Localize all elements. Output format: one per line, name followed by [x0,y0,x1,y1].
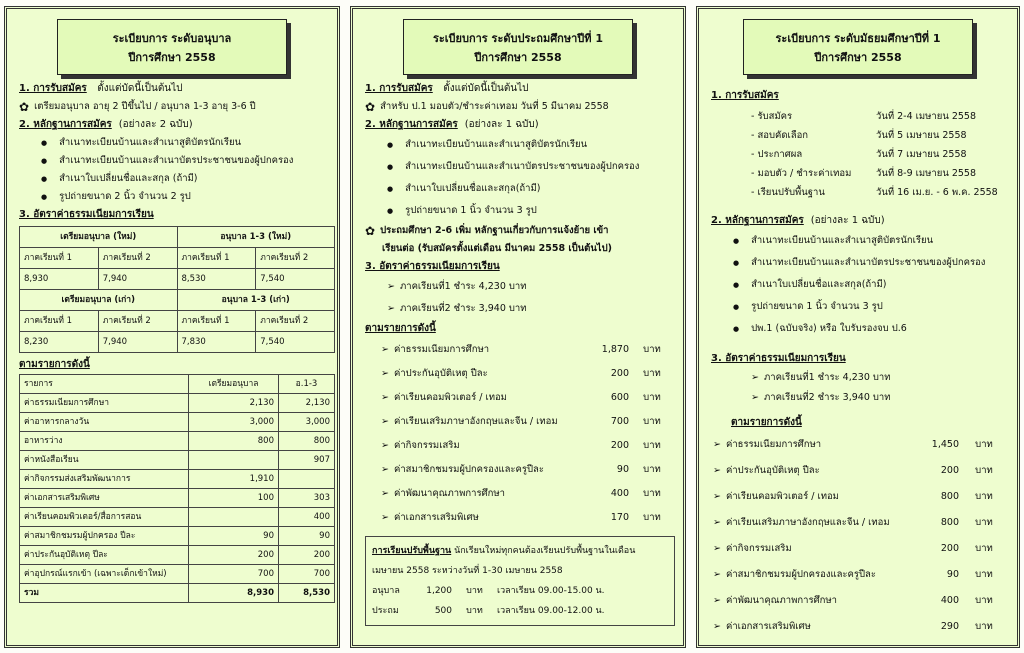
fee-value: 8,230 [20,332,99,353]
table-row: ค่าเอกสารเสริมพิเศษ 100 303 [20,489,335,508]
schedule-row: - ประกาศผล วันที่ 7 เมษายน 2558 [751,148,967,160]
list-heading: ตามรายการดังนี้ [731,417,802,428]
document-item: ● รูปถ่ายขนาด 1 นิ้ว จำนวน 3 รูป [387,200,675,222]
list-item: ➢ ค่าประกันอุบัติเหตุ ปีละ 200 บาท [713,458,1009,484]
list-item: ➢ ค่ากิจกรรมเสริม 200 บาท [713,536,1009,562]
list-item: ➢ ค่าธรรมเนียมการศึกษา 1,450 บาท [713,432,1009,458]
gear-icon: ✿ [19,100,30,114]
semester-label: ภาคเรียนที่ 1 [177,248,256,269]
list-item: ➢ ค่าเรียนคอมพิวเตอร์ / เทอม 800 บาท [713,484,1009,510]
remedial-dates: เมษายน 2558 ระหว่างวันที่ 1-30 เมษายน 2558 [372,566,563,576]
fee-value: 8,530 [177,269,256,290]
fee-value: 7,540 [256,269,335,290]
list-item: ➢ ค่าเรียนเสริมภาษาอังกฤษและจีน / เทอม 700 บาท [381,410,675,434]
list-item: ➢ ค่าเอกสารเสริมพิเศษ 290 บาท [713,614,1009,640]
document-item: ● สำเนาใบเปลี่ยนชื่อและสกุล(ถ้ามี) [733,274,1009,296]
list-head: อ.1-3 [279,375,335,394]
secondary-panel [696,6,1020,648]
semester-label: ภาคเรียนที่ 2 [98,311,177,332]
table-row: ค่าธรรมเนียมการศึกษา 2,130 2,130 [20,394,335,413]
schedule-row: - มอบตัว / ชำระค่าเทอม วันที่ 8-9 เมษายน 2558 [751,167,977,179]
document-item: ● สำเนาทะเบียนบ้านและสำเนาบัตรประชาชนของผู้ปกครอง [41,152,329,170]
table-row: ค่าสมาชิกชมรมผู้ปกครอง ปีละ 90 90 [20,527,335,546]
admission-line: ✿ สำหรับ ป.1 มอบตัว/ชำระค่าเทอม วันที่ 5 มีนาคม 2558 [365,100,609,114]
fee-table [19,226,335,353]
list-item: ➢ ค่าเรียนคอมพิวเตอร์ / เทอม 600 บาท [381,386,675,410]
secondary-title-box [743,19,973,75]
section-documents: 2. หลักฐานการสมัคร (อย่างละ 1 ฉบับ) [365,119,539,130]
table-row: ค่ากิจกรรมส่งเสริมพัฒนาการ 1,910 [20,470,335,489]
semester-label: ภาคเรียนที่ 1 [177,311,256,332]
secondary-year: ปีการศึกษา 2558 [814,51,902,64]
fee-breakdown-table [19,374,335,603]
secondary-title: ระเบียบการ ระดับมัธยมศึกษาปีที่ 1 [775,32,941,45]
semester-fee: ➢ ภาคเรียนที่1 ชำระ 4,230 บาท [751,368,1009,388]
kindergarten-title: ระเบียบการ ระดับอนุบาล [112,32,232,45]
list-item: ➢ ค่าพัฒนาคุณภาพการศึกษา 400 บาท [713,588,1009,614]
document-item: ● สำเนาใบเปลี่ยนชื่อและสกุล(ถ้ามี) [387,178,675,200]
document-item: ● สำเนาทะเบียนบ้านและสำเนาบัตรประชาชนของผู้ปกครอง [387,156,675,178]
fee-header: อนุบาล 1-3 (เก่า) [177,290,335,311]
semester-label: ภาคเรียนที่ 1 [20,311,99,332]
document-item: ● รูปถ่ายขนาด 2 นิ้ว จำนวน 2 รูป [41,188,329,206]
table-row: ค่าอุปกรณ์แรกเข้า (เฉพาะเด็กเข้าใหม่) 700 700 [20,565,335,584]
table-row: ค่าเรียนคอมพิวเตอร์/สื่อการสอน 400 [20,508,335,527]
primary-title: ระเบียบการ ระดับประถมศึกษาปีที่ 1 [432,32,603,45]
semester-label: ภาคเรียนที่ 2 [256,311,335,332]
remedial-primary: ประถม 500 บาท เวลาเรียน 09.00-12.00 น. [372,606,605,616]
section-admission: 1. การรับสมัคร ตั้งแต่บัดนี้เป็นต้นไป [365,83,529,94]
table-row: อาหารว่าง 800 800 [20,432,335,451]
kindergarten-panel [4,6,340,648]
remedial-title: การเรียนปรับพื้นฐาน [372,546,452,556]
list-item: ➢ ค่าธรรมเนียมการศึกษา 1,870 บาท [381,338,675,362]
semester-fee: ➢ ภาคเรียนที่2 ชำระ 3,940 บาท [387,298,675,320]
semester-fee: ➢ ภาคเรียนที่2 ชำระ 3,940 บาท [751,388,1009,408]
fee-header: อนุบาล 1-3 (ใหม่) [177,227,335,248]
list-item: ➢ ค่าสมาชิกชมรมผู้ปกครองและครูปีละ 90 บาท [381,458,675,482]
remedial-kindergarten: อนุบาล 1,200 บาท เวลาเรียน 09.00-15.00 น. [372,586,605,596]
document-item: ● สำเนาทะเบียนบ้านและสำเนาสูติบัตรนักเรียน [733,230,1009,252]
section-fees: 3. อัตราค่าธรรมเนียมการเรียน [19,209,154,220]
primary-title-box [403,19,633,75]
list-item: ➢ ค่ากิจกรรมเสริม 200 บาท [381,434,675,458]
list-item: ➢ ค่าพัฒนาคุณภาพการศึกษา 400 บาท [381,482,675,506]
section-documents: 2. หลักฐานการสมัคร (อย่างละ 2 ฉบับ) [19,119,193,130]
kindergarten-year: ปีการศึกษา 2558 [128,51,216,64]
note-line: เรียนต่อ (รับสมัครตั้งแต่เดือน มีนาคม 2558 เป็นต้นไป) [382,243,612,254]
semester-label: ภาคเรียนที่ 2 [98,248,177,269]
section-admission: 1. การรับสมัคร ตั้งแต่บัดนี้เป็นต้นไป [19,83,183,94]
list-heading: ตามรายการดังนี้ [19,359,90,370]
gear-icon: ✿ [365,224,376,238]
section-fees: 3. อัตราค่าธรรมเนียมการเรียน [711,353,846,364]
table-row: ค่าประกันอุบัติเหตุ ปีละ 200 200 [20,546,335,565]
total-row: รวม 8,930 8,530 [20,584,335,603]
primary-panel [350,6,686,648]
fee-value: 8,930 [20,269,99,290]
list-item: ➢ ค่าเอกสารเสริมพิเศษ 170 บาท [381,506,675,530]
fee-header: เตรียมอนุบาล (เก่า) [20,290,178,311]
document-item: ● สำเนาทะเบียนบ้านและสำเนาสูติบัตรนักเรียน [387,134,675,156]
primary-year: ปีการศึกษา 2558 [474,51,562,64]
gear-icon: ✿ [365,100,376,114]
fee-value: 7,830 [177,332,256,353]
schedule-row: - สอบคัดเลือก วันที่ 5 เมษายน 2558 [751,129,967,141]
semester-label: ภาคเรียนที่ 1 [20,248,99,269]
admission-line: ✿ เตรียมอนุบาล อายุ 2 ปีขึ้นไป / อนุบาล 1-3 อายุ 3-6 ปี [19,100,256,114]
fee-header: เตรียมอนุบาล (ใหม่) [20,227,178,248]
list-item: ➢ ค่าเรียนเสริมภาษาอังกฤษและจีน / เทอม 800 บาท [713,510,1009,536]
section-documents: 2. หลักฐานการสมัคร (อย่างละ 1 ฉบับ) [711,215,885,226]
list-head: เตรียมอนุบาล [189,375,279,394]
list-head: รายการ [20,375,189,394]
fee-value: 7,940 [98,332,177,353]
fee-value: 7,540 [256,332,335,353]
list-heading: ตามรายการดังนี้ [365,323,436,334]
document-item: ● ปพ.1 (ฉบับจริง) หรือ ใบรับรองจบ ป.6 [733,318,1009,340]
note-line: ✿ ประถมศึกษา 2-6 เพิ่ม หลักฐานเกี่ยวกับการแจ้งย้าย เข้า [365,224,609,238]
semester-label: ภาคเรียนที่ 2 [256,248,335,269]
fee-value: 7,940 [98,269,177,290]
schedule-row: - เรียนปรับพื้นฐาน วันที่ 16 เม.ย. - 6 พ.ค. 2558 [751,186,998,198]
kindergarten-title-box [57,19,287,75]
list-item: ➢ ค่าประกันอุบัติเหตุ ปีละ 200 บาท [381,362,675,386]
section-fees: 3. อัตราค่าธรรมเนียมการเรียน [365,261,500,272]
table-row: ค่าอาหารกลางวัน 3,000 3,000 [20,413,335,432]
document-item: ● สำเนาใบเปลี่ยนชื่อและสกุล (ถ้ามี) [41,170,329,188]
section-admission: 1. การรับสมัคร [711,90,779,101]
semester-fee: ➢ ภาคเรียนที่1 ชำระ 4,230 บาท [387,276,675,298]
list-item: ➢ ค่าสมาชิกชมรมผู้ปกครองและครูปีละ 90 บาท [713,562,1009,588]
remedial-class-box: การเรียนปรับพื้นฐาน นักเรียนใหม่ทุกคนต้องเรียนปรับพื้นฐานในเดือน เมษายน 2558 ระหว่างวันที่ 1-30 เมษายน 2558 อนุบาล 1,200 บาท เวลาเรียน 09.00-15.00 น. ประถม 500 บาท เวลาเรียน 09.00-12.00 น. [365,536,675,626]
document-item: ● สำเนาทะเบียนบ้านและสำเนาสูติบัตรนักเรียน [41,134,329,152]
schedule-row: - รับสมัคร วันที่ 2-4 เมษายน 2558 [751,110,977,122]
document-item: ● รูปถ่ายขนาด 1 นิ้ว จำนวน 3 รูป [733,296,1009,318]
document-item: ● สำเนาทะเบียนบ้านและสำเนาบัตรประชาชนของผู้ปกครอง [733,252,1009,274]
table-row: ค่าหนังสือเรียน 907 [20,451,335,470]
